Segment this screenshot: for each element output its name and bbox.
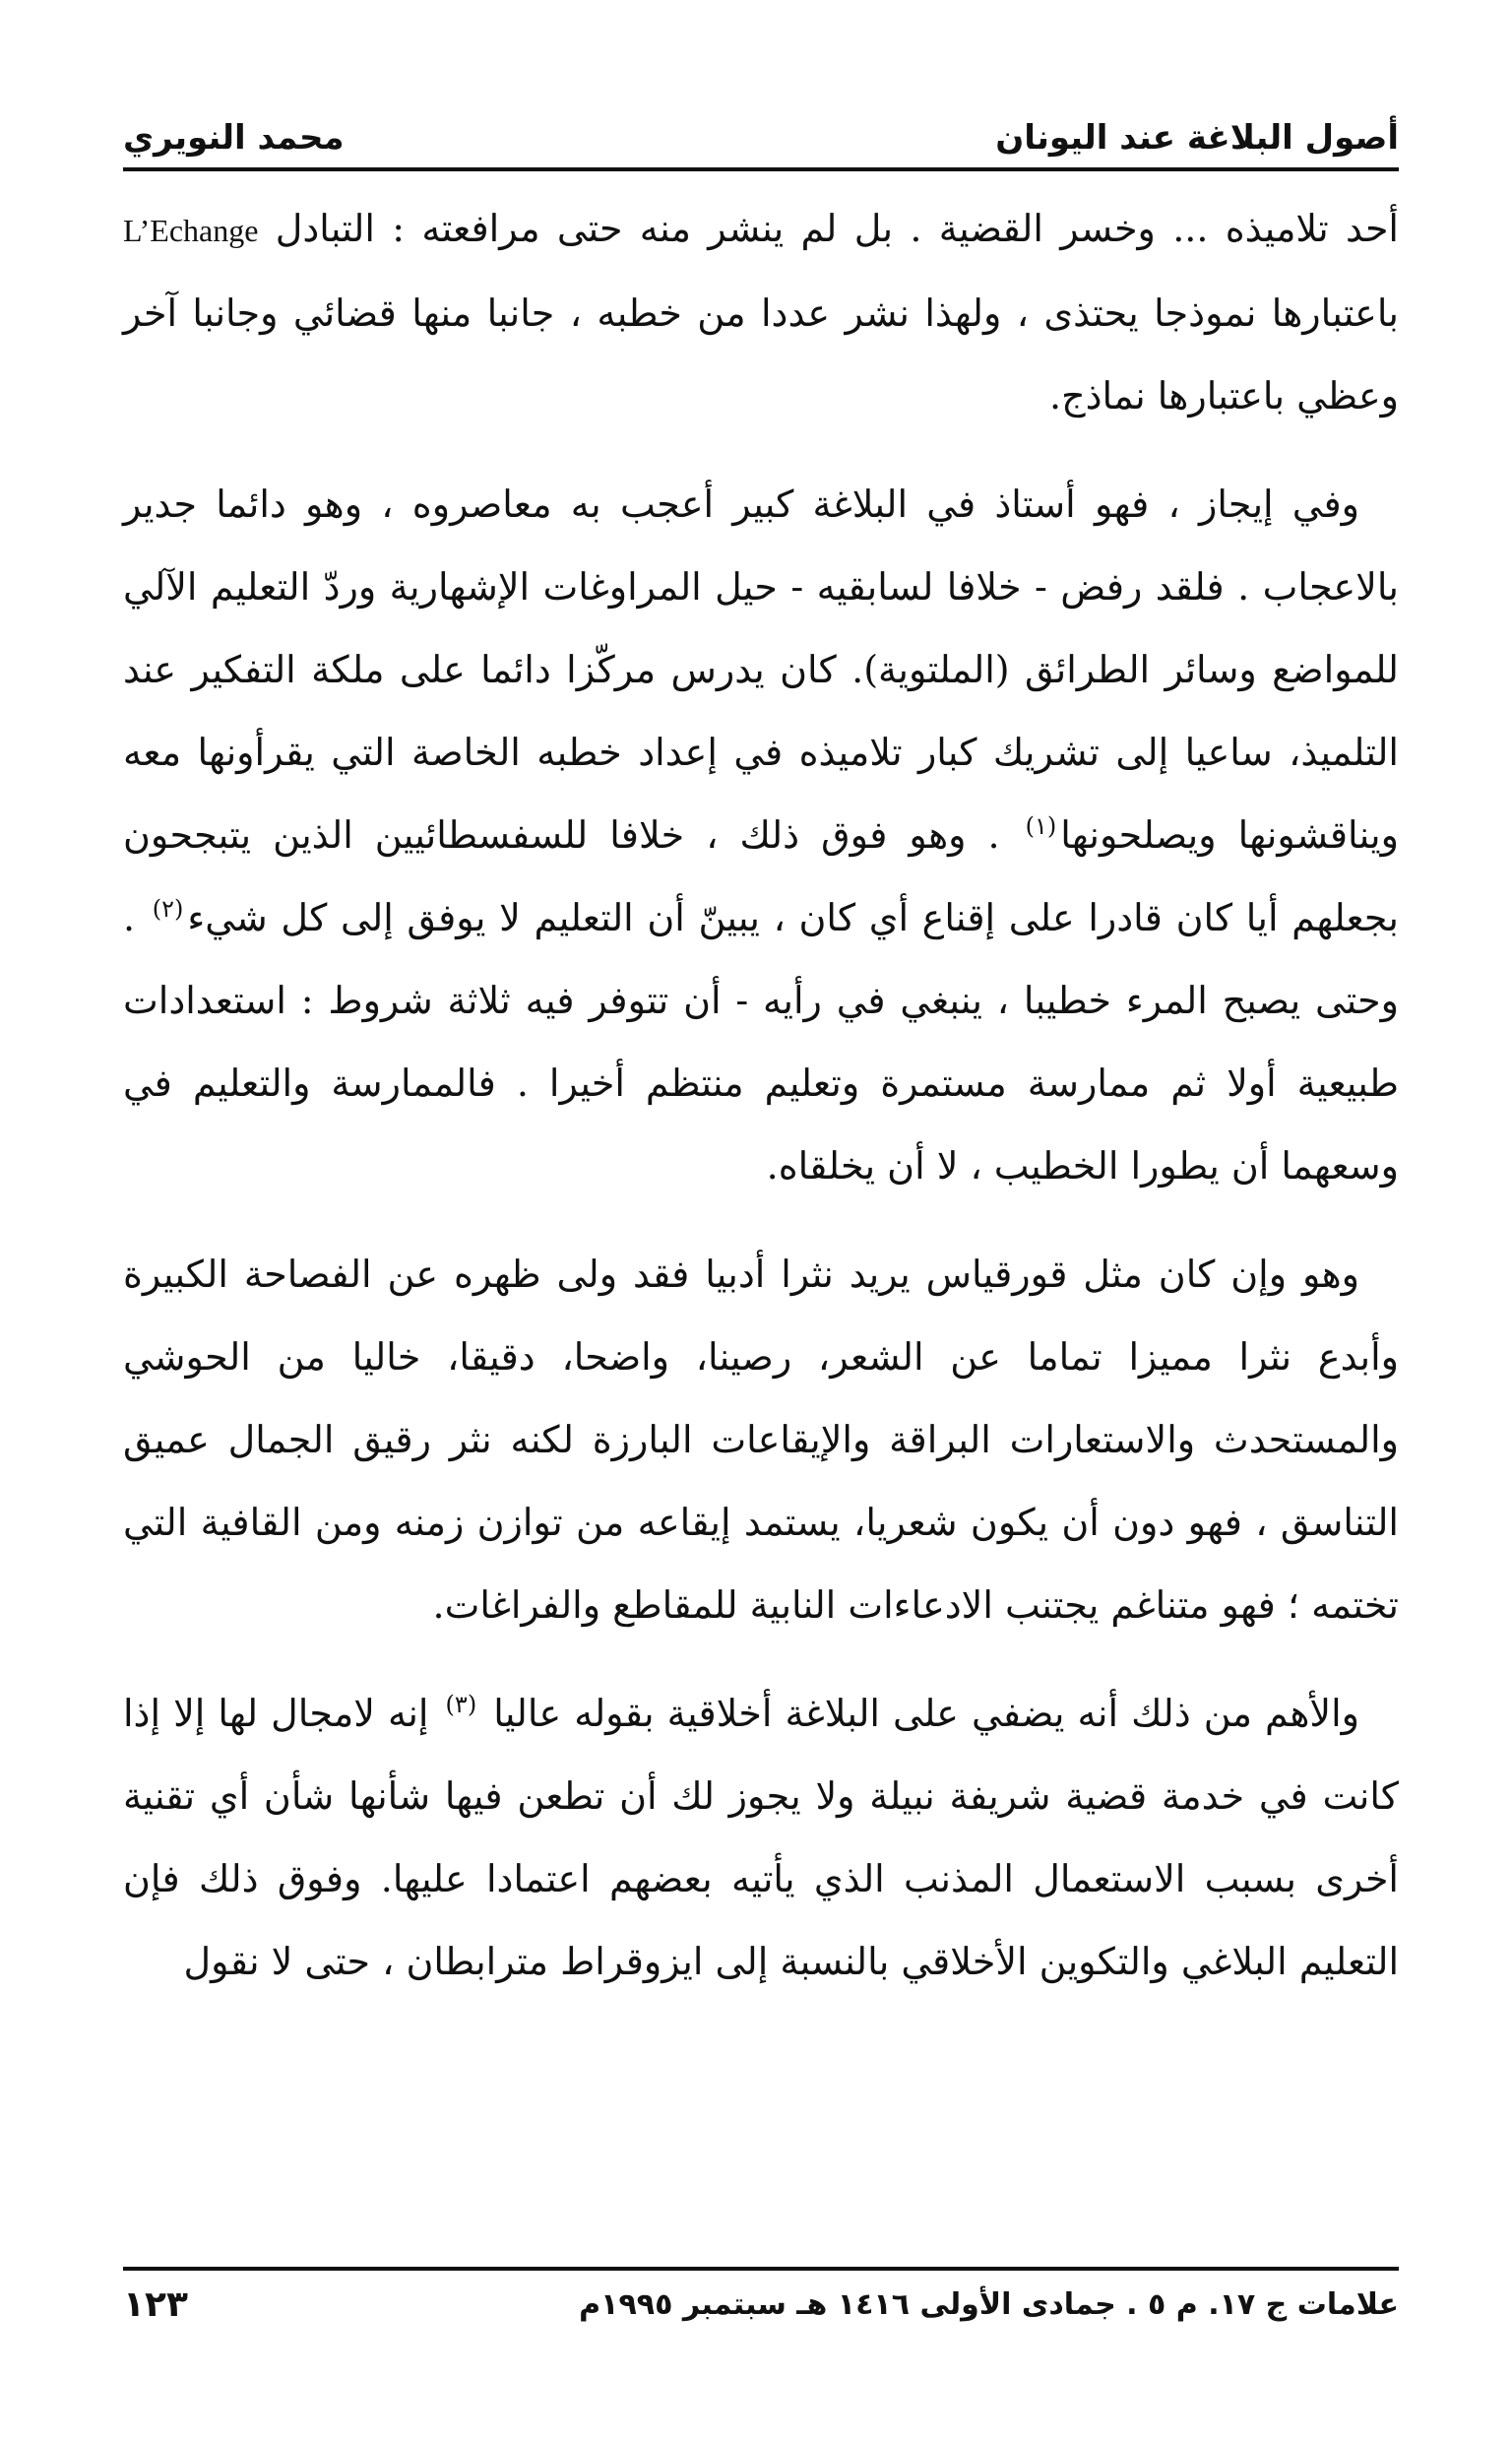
paragraph-1	[123, 187, 1399, 437]
page-footer	[123, 2267, 1399, 2325]
paragraph-2-text-c: . وحتى يصبح المرء خطيبا ، ينبغي في رأيه - أن تتوفر فيه ثلاثة شروط : استعدادات طبيعية أولا ثم ممارسة مستمرة وتعليم منتظم أخيرا . فالممارسة والتعليم في وسعهما أن يطورا الخطيب ، لا أن يخلقاه.	[123, 896, 1399, 1188]
paragraph-1-text-b: باعتبارها نموذجا يحتذى ، ولهذا نشر عددا من خطبه ، جانبا منها قضائي وجانبا آخر وعظي باعتبارها نماذج.	[123, 291, 1400, 418]
running-header	[123, 98, 1399, 171]
footnote-ref-3: (٣)	[445, 1691, 477, 1719]
paragraph-2	[123, 463, 1399, 1207]
paragraph-3	[123, 1233, 1399, 1646]
author-name: محمد النويري	[123, 118, 345, 158]
paragraph-2-text-a: وفي إيجاز ، فهو أستاذ في البلاغة كبير أعجب به معاصروه ، وهو دائما جدير بالاعجاب . فلقد رفض - خلافا لسابقيه - حيل المراوغات الإشهارية وردّ التعليم الآلي للمواضع وسائر الطرائق (الملتوية). كان يدرس مركّزا دائما على ملكة التفكير عند التلميذ، ساعيا إلى تشريك كبار تلاميذه في إعداد خطبه الخاصة التي يقرأونها معه ويناقشونها ويصلحونها	[123, 482, 1399, 857]
article-body	[123, 187, 1399, 2028]
paragraph-1-text-a: أحد تلاميذه ... وخسر القضية . بل لم ينشر منه حتى مرافعته : التبادل	[275, 207, 1399, 250]
paragraph-4-text-b: إنه لامجال لها إلا إذا كانت في خدمة قضية شريفة نبيلة ولا يجوز لك أن تطعن فيها شأنها شأن أي تقنية أخرى بسبب الاستعمال المذنب الذي يأتيه بعضهم اعتمادا عليها. وفوق ذلك فإن التعليم البلاغي والتكوين الأخلاقي بالنسبة إلى ايزوقراط مترابطان ، حتى لا نقول	[123, 1692, 1399, 1983]
journal-citation: علامات ج ١٧. م ٥ . جمادى الأولى ١٤١٦ هـ سبتمبر ١٩٩٥م	[579, 2287, 1399, 2322]
paragraph-4-text-a: والأهم من ذلك أنه يضفي على البلاغة أخلاقية بقوله عاليا	[493, 1692, 1359, 1735]
footnote-ref-1: (١)	[1025, 812, 1057, 841]
page-number: ١٢٣	[123, 2284, 188, 2325]
paragraph-3-text: وهو وإن كان مثل قورقياس يريد نثرا أدبيا فقد ولى ظهره عن الفصاحة الكبيرة وأبدع نثرا مميزا تماما عن الشعر، رصينا، واضحا، دقيقا، خاليا من الحوشي والمستحدث والاستعارات البراقة والإيقاعات البارزة لكنه نثر رقيق الجمال عميق التناسق ، فهو دون أن يكون شعريا، يستمد إيقاعه من توازن زمنه ومن القافية التي تختمه ؛ فهو متناغم يجتنب الادعاءات النابية للمقاطع والفراغات.	[123, 1253, 1399, 1627]
footnote-ref-2: (٢)	[152, 895, 184, 924]
latin-term: L’Echange	[123, 213, 259, 248]
paragraph-2-text-b: . وهو فوق ذلك ، خلافا للسفسطائيين الذين يتبجحون بجعلهم أيا كان قادرا على إقناع أي كان ، يبينّ أن التعليم لا يوفق إلى كل شيء	[123, 813, 1399, 939]
paragraph-4	[123, 1672, 1399, 2003]
journal-title: أصول البلاغة عند اليونان	[995, 118, 1399, 158]
